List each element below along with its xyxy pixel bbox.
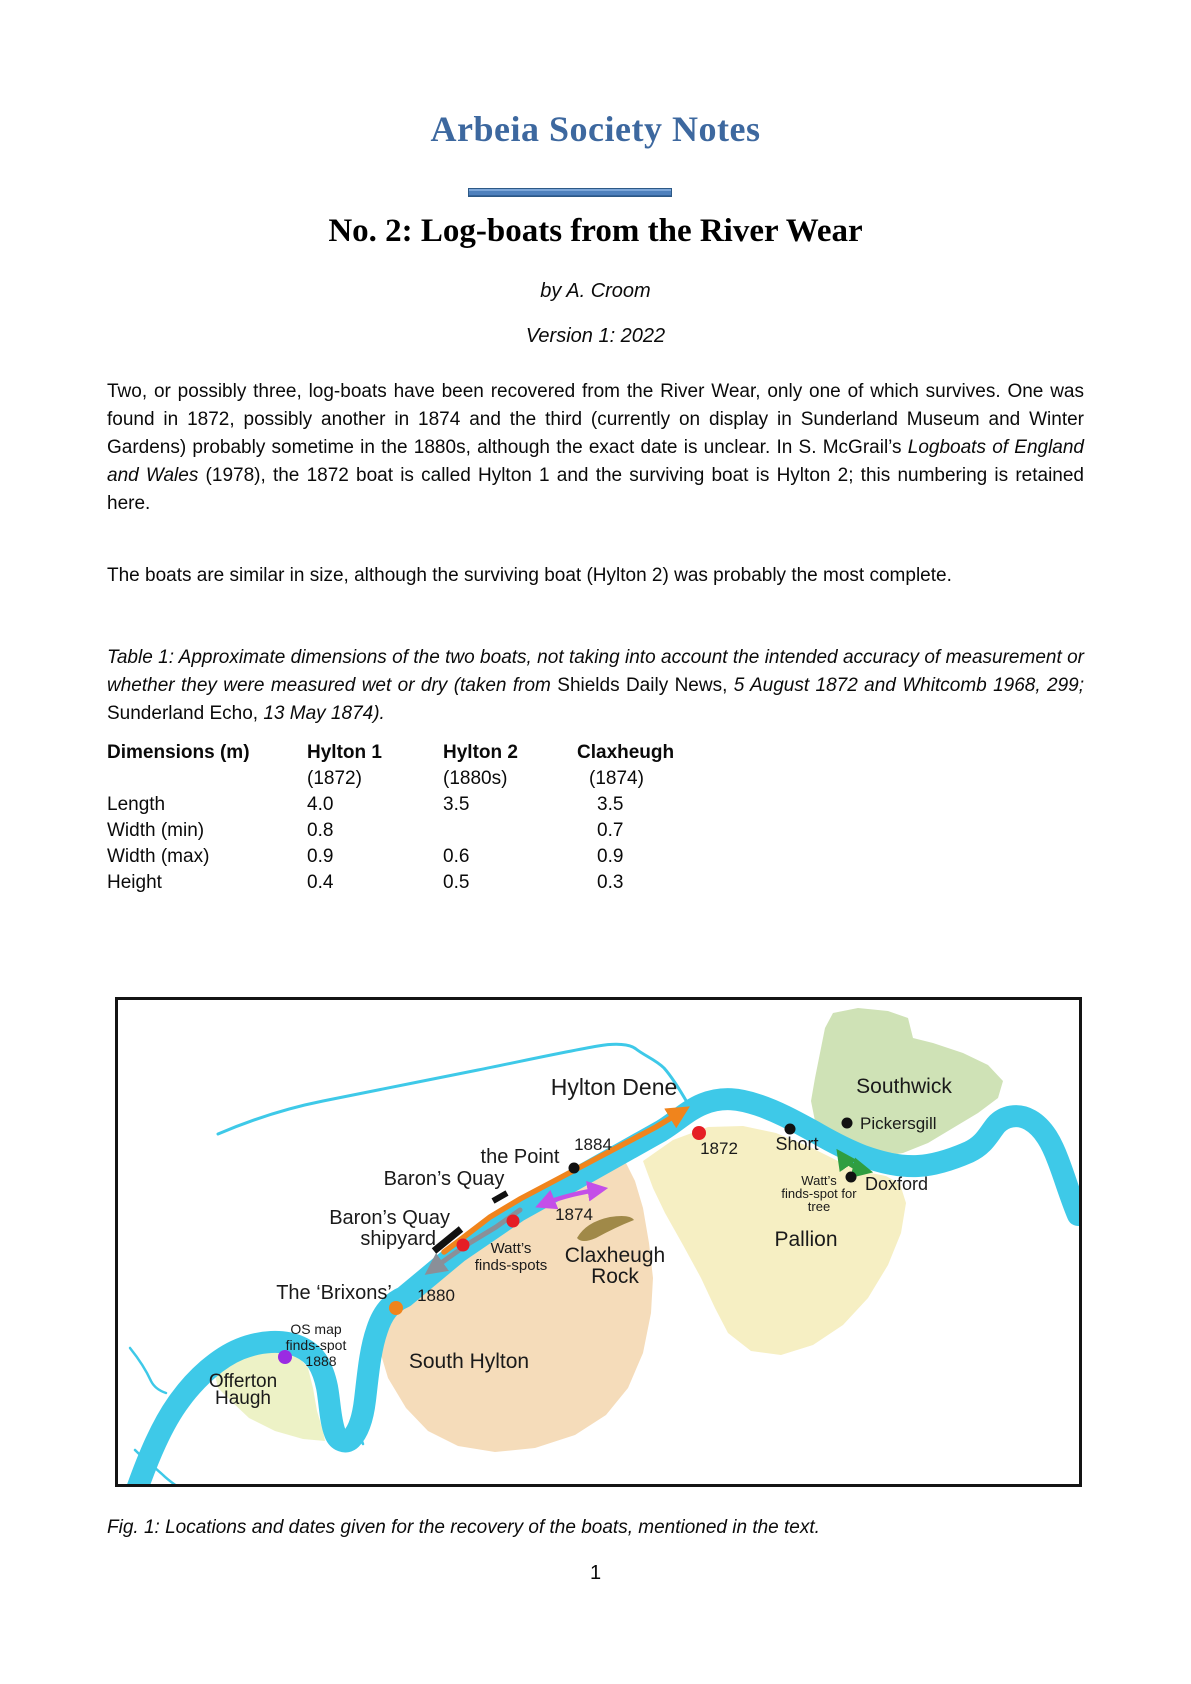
map-label-1884: 1884	[574, 1135, 612, 1154]
table-caption-roman-2: Sunderland Echo,	[107, 703, 264, 724]
table-cell: 0.8	[307, 820, 334, 841]
map-label-os-map-line2: finds-spot	[285, 1337, 347, 1353]
map-label-1872: 1872	[700, 1139, 738, 1158]
table-cell: 0.7	[597, 820, 624, 841]
title-divider-rule	[468, 188, 672, 197]
table-cell: 0.3	[597, 872, 624, 893]
table-header-cell: Hylton 2	[443, 742, 518, 763]
table-header-cell: Dimensions (m)	[107, 742, 250, 763]
paragraph-1	[107, 378, 1084, 518]
map-label-shipyard-line2: shipyard	[360, 1228, 436, 1250]
the-point-dot	[569, 1163, 580, 1174]
doxford-dot	[846, 1172, 857, 1183]
map-label-watts-tree-line2: finds-spot for	[781, 1186, 857, 1201]
map-figure	[115, 997, 1082, 1487]
table-caption-italic-2: 5 August 1872 and Whitcomb 1968, 299;	[733, 675, 1084, 696]
table-cell: 3.5	[443, 794, 470, 815]
byline: by A. Croom	[540, 280, 651, 302]
table-cell: Height	[107, 872, 162, 893]
table-header-cell: Hylton 1	[307, 742, 382, 763]
map-label-os-map-line1: OS map	[290, 1321, 342, 1337]
map-label-1874: 1874	[555, 1205, 593, 1224]
paragraph-1-text-end: (1978), the 1872 boat is called Hylton 1 and the surviving boat is Hylton 2; this numbering is retained here.	[107, 465, 1085, 514]
table-cell: 0.9	[307, 846, 334, 867]
table-cell: 0.5	[443, 872, 470, 893]
table-caption-italic-3: 13 May 1874).	[263, 703, 385, 724]
map-label-os-map-line3: 1888	[305, 1353, 337, 1369]
watts-find-spot-dot	[457, 1239, 470, 1252]
table-cell: 0.9	[597, 846, 624, 867]
map-label-watts-spots-line2: finds-spots	[474, 1257, 548, 1274]
pickersgill-dot	[842, 1118, 853, 1129]
map-label-barons-quay: Baron’s Quay	[383, 1168, 505, 1190]
map-label-pallion: Pallion	[774, 1228, 838, 1251]
map-label-hylton-dene: Hylton Dene	[550, 1074, 678, 1100]
map-label-pickersgill: Pickersgill	[860, 1114, 937, 1133]
figure-caption: Fig. 1: Locations and dates given for the recovery of the boats, mentioned in the text.	[107, 1517, 820, 1538]
map-label-watts-tree-line3: tree	[807, 1199, 831, 1214]
version-label: Version 1: 2022	[525, 325, 666, 347]
table-subheader-row	[107, 768, 1084, 794]
table-cell: Length	[107, 794, 166, 815]
paragraph-2: The boats are similar in size, although the surviving boat (Hylton 2) was probably the most complete.	[107, 565, 952, 586]
paragraph-1-text: Two, or possibly three, log-boats have been recovered from the River Wear, only one of which survives. One was found in 1872, possibly another in 1874 and the third (currently on display in Sunderland Museum and Winter Gardens) probably sometime in the 1880s, although the exact date is unclear. In S. McGrail’s	[107, 381, 1084, 458]
table-cell: 0.6	[443, 846, 470, 867]
map-label-offerton-line1: Offerton	[208, 1371, 278, 1392]
table-row	[107, 846, 1084, 872]
river-wear-map	[118, 1000, 1079, 1484]
table-caption	[107, 644, 1084, 728]
map-label-short: Short	[775, 1134, 819, 1154]
map-label-southwick: Southwick	[856, 1075, 952, 1098]
map-label-south-hylton: South Hylton	[408, 1350, 530, 1373]
map-label-watts-spots-line1: Watt’s	[490, 1240, 532, 1257]
table-caption-italic-1: Table 1: Approximate dimensions of the two boats, not taking into account the intended accuracy of measurement or whether they were measured wet or dry (taken from	[107, 647, 1084, 696]
table-cell: Width (min)	[107, 820, 205, 841]
dimensions-table	[107, 742, 1084, 898]
table-header-cell: Claxheugh	[577, 742, 675, 763]
table-cell: 0.4	[307, 872, 334, 893]
map-label-brixons: The ‘Brixons’	[276, 1282, 392, 1304]
map-label-doxford: Doxford	[865, 1174, 929, 1194]
map-label-shipyard-line1: Baron’s Quay	[329, 1207, 450, 1229]
map-label-claxheugh-line2: Rock	[591, 1265, 639, 1288]
map-label-1880: 1880	[417, 1286, 455, 1305]
table-header-row	[107, 742, 1084, 768]
short-dot	[785, 1124, 796, 1135]
table-caption-roman-1: Shields Daily News,	[557, 675, 734, 696]
book-title-italic: Logboats of England and Wales	[107, 437, 1085, 486]
barons-quay-marker	[493, 1193, 507, 1201]
tributary-stream	[130, 1348, 166, 1393]
table-row	[107, 820, 1084, 846]
map-label-claxheugh-line1: Claxheugh	[564, 1244, 666, 1267]
map-label-offerton-line2: Haugh	[215, 1388, 271, 1409]
map-label-the-point: the Point	[480, 1146, 560, 1168]
table-cell: (1880s)	[443, 768, 508, 789]
table-row	[107, 872, 1084, 898]
map-label-watts-tree-line1: Watt’s	[801, 1173, 837, 1188]
society-title: Arbeia Society Notes	[430, 109, 761, 149]
page-title: No. 2: Log-boats from the River Wear	[328, 213, 863, 249]
table-row	[107, 794, 1084, 820]
find-spot-1872-dot	[692, 1126, 706, 1140]
table-cell: Width (max)	[107, 846, 210, 867]
table-cell: (1872)	[307, 768, 362, 789]
table-cell: 4.0	[307, 794, 334, 815]
table-cell: (1874)	[589, 768, 644, 789]
table-cell: 3.5	[597, 794, 624, 815]
page-number: 1	[589, 1562, 602, 1584]
watts-find-spot-dot	[507, 1215, 520, 1228]
